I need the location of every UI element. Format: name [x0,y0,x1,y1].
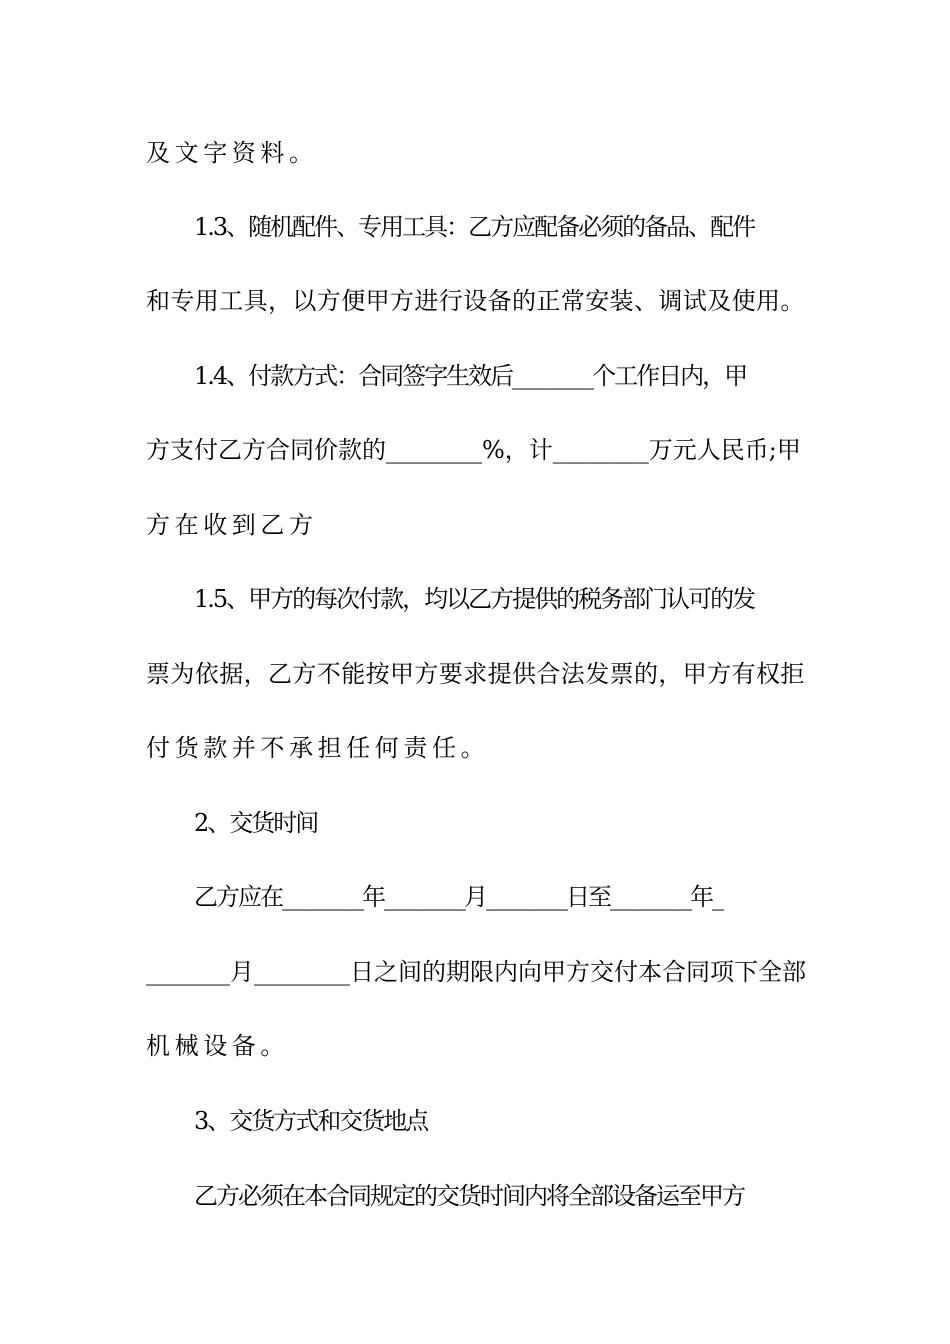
section-2-heading: 2、交货时间 [194,809,318,837]
delivery-method-line: 乙方必须在本合同规定的交货时间内将全部设备运至甲方 [194,1182,744,1210]
text-line: 付货款并不承担任何责任。 [146,734,490,762]
clause-1-3-heading-line: 1.3、随机配件、专用工具：乙方应配备必须的备品、配件 [194,213,755,241]
text-line: 方在收到乙方 [146,511,318,539]
text-line: _______月________日之间的期限内向甲方交付本合同项下全部 [146,958,806,986]
clause-1-5-heading-line: 1.5、甲方的每次付款，均以乙方提供的税务部门认可的发 [194,585,755,613]
text-line: 和专用工具，以方便甲方进行设备的正常安装、调试及使用。 [146,287,805,315]
clause-1-4-heading-line: 1.4、付款方式：合同签字生效后________个工作日内，甲 [194,362,747,390]
delivery-time-line: 乙方应在________年________月________日至________年_ [194,883,722,911]
text-line: 机械设备。 [146,1032,289,1060]
text-line: 及文字资料。 [146,139,318,167]
section-3-heading: 3、交货方式和交货地点 [194,1107,428,1135]
text-line: 方支付乙方合同价款的________%，计________万元人民币;甲 [146,436,801,464]
text-line: 票为依据，乙方不能按甲方要求提供合法发票的，甲方有权拒 [146,660,805,688]
